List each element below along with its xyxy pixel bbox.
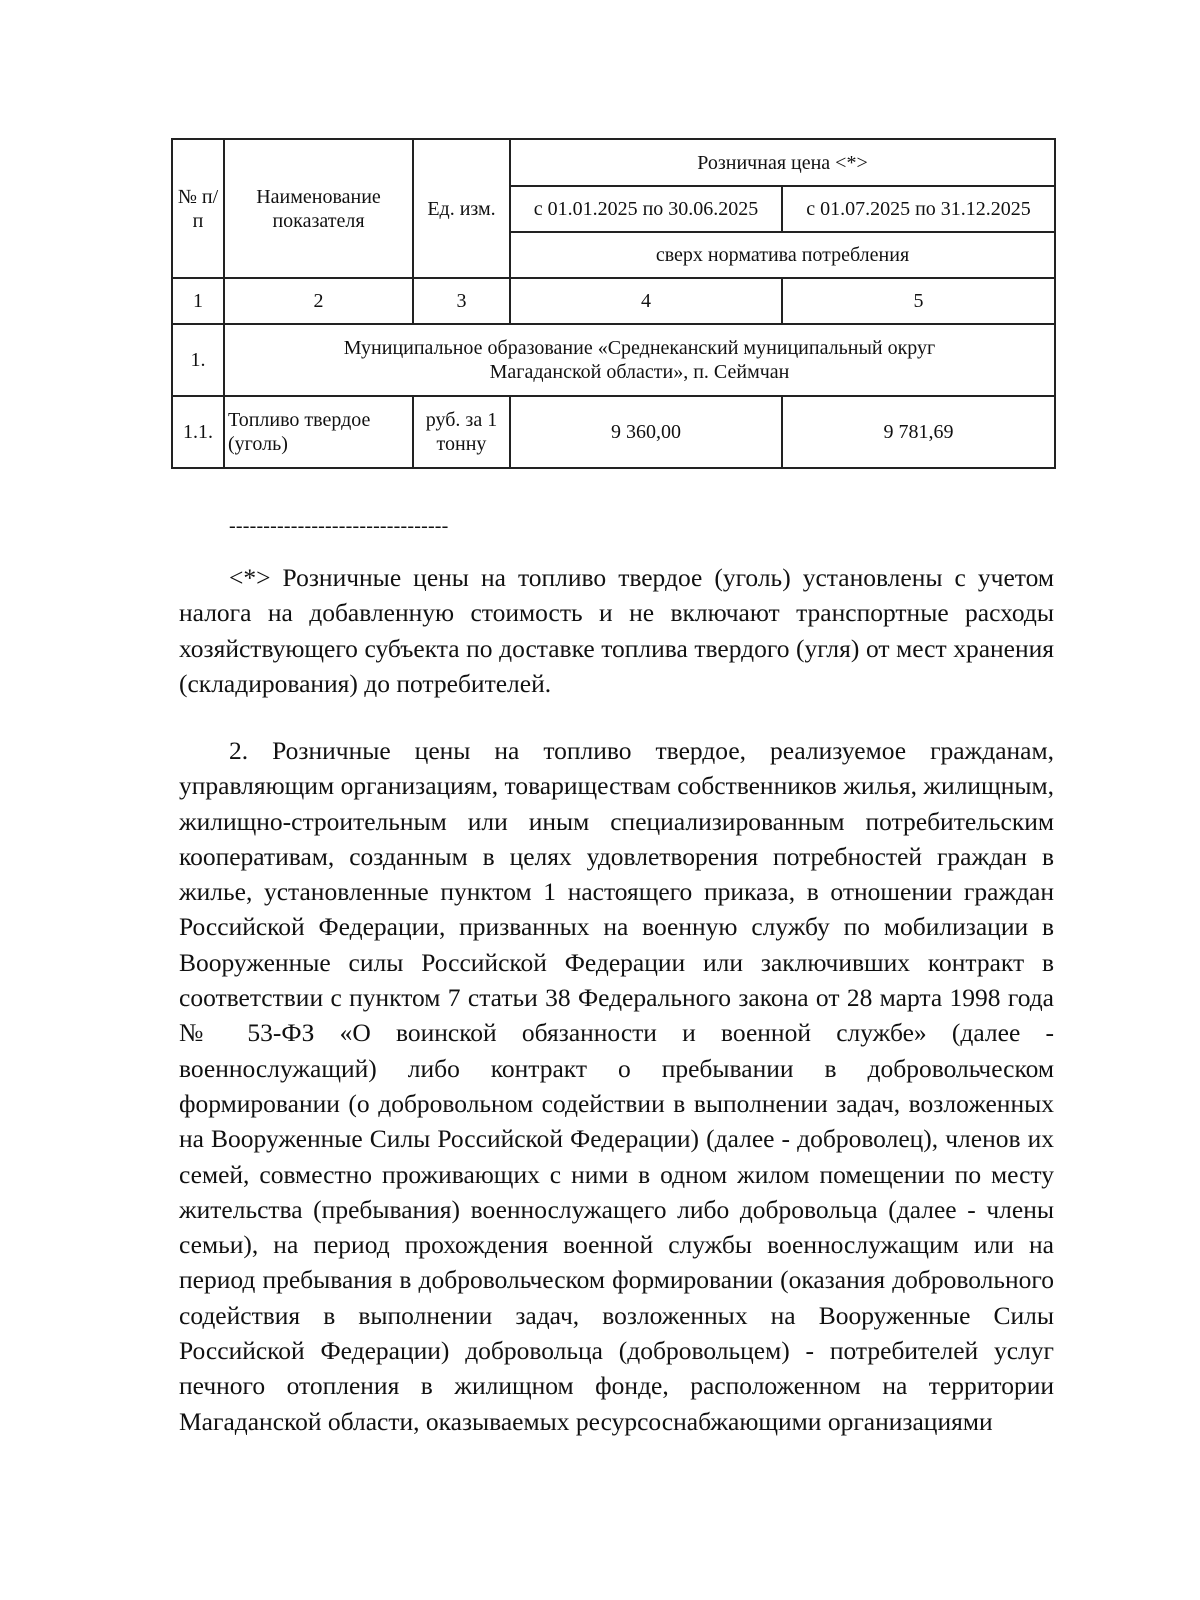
municipality-name-line-2: Магаданской области», п. Сеймчан <box>489 361 790 383</box>
footnote-separator: -------------------------------- <box>229 515 449 537</box>
row-number: 1. <box>172 324 224 396</box>
column-number: 2 <box>224 278 413 324</box>
header-period-1: с 01.01.2025 по 30.06.2025 <box>510 186 782 232</box>
clause-2-text: 2. Розничные цены на топливо твердое, реализуемое гражданам, управляющим организациям, товариществам собственников жилья, жилищным, жилищно-строительным или иным специализированным потребительским кооперативам, созданным в целях удовлетворения потребностей граждан в жилье, установленные пунктом 1 настоящего приказа, в отношении граждан Российской Федерации, призванных на военную службу по мобилизации в Вооруженные силы Российской Федерации или заключивших контракт в соответствии с пунктом 7 статьи 38 Федерального закона от 28 марта 1998 года № 53-ФЗ «О воинской обязанности и военной службе» (далее - военнослужащий) либо контракт о пребывании в добровольческом формировании (о добровольном содействии в выполнении задач, возложенных на Вооруженные Силы Российской Федерации) (далее - доброволец), членов их семей, совместно проживающих с ними в одном жилом помещении по месту жительства (пребывания) военнослужащего либо добровольца (далее - члены семьи), на период прохождения военной службы военнослужащим или на период пребывания в добровольческом формировании (оказания добровольного содействия в выполнении задач, возложенных на Вооруженные Силы Российской Федерации) добровольца (добровольцем) - потребителей услуг печного отопления в жилищном фонде, расположенном на территории Магаданской области, оказываемых ресурсоснабжающими организациями <box>179 736 1054 1436</box>
header-retail-price: Розничная цена <*> <box>510 139 1055 186</box>
column-number-row <box>172 278 1055 324</box>
footnote-text: <*> Розничные цены на топливо твердое (уголь) установлены с учетом налога на добавленную стоимость и не включают транспортные расходы хозяйствующего субъекта по доставке топлива твердого (угля) от мест хранения (складирования) до потребителей. <box>179 563 1054 698</box>
item-price-period-2: 9 781,69 <box>782 396 1055 468</box>
retail-price-table <box>171 138 1056 469</box>
header-above-norm: сверх норматива потребления <box>510 232 1055 278</box>
municipality-row <box>172 324 1055 396</box>
municipality-name <box>224 324 1055 396</box>
column-number: 3 <box>413 278 510 324</box>
column-number: 1 <box>172 278 224 324</box>
column-number: 5 <box>782 278 1055 324</box>
header-name: Наименование показателя <box>224 139 413 278</box>
row-number: 1.1. <box>172 396 224 468</box>
municipality-name-line-1: Муниципальное образование «Среднеканский муниципальный округ <box>343 337 936 359</box>
header-period-2: с 01.07.2025 по 31.12.2025 <box>782 186 1055 232</box>
item-unit: руб. за 1 тонну <box>413 396 510 468</box>
column-number: 4 <box>510 278 782 324</box>
header-number: № п/п <box>172 139 224 278</box>
header-unit: Ед. изм. <box>413 139 510 278</box>
item-name: Топливо твердое (уголь) <box>224 396 413 468</box>
table-row <box>172 396 1055 468</box>
item-price-period-1: 9 360,00 <box>510 396 782 468</box>
